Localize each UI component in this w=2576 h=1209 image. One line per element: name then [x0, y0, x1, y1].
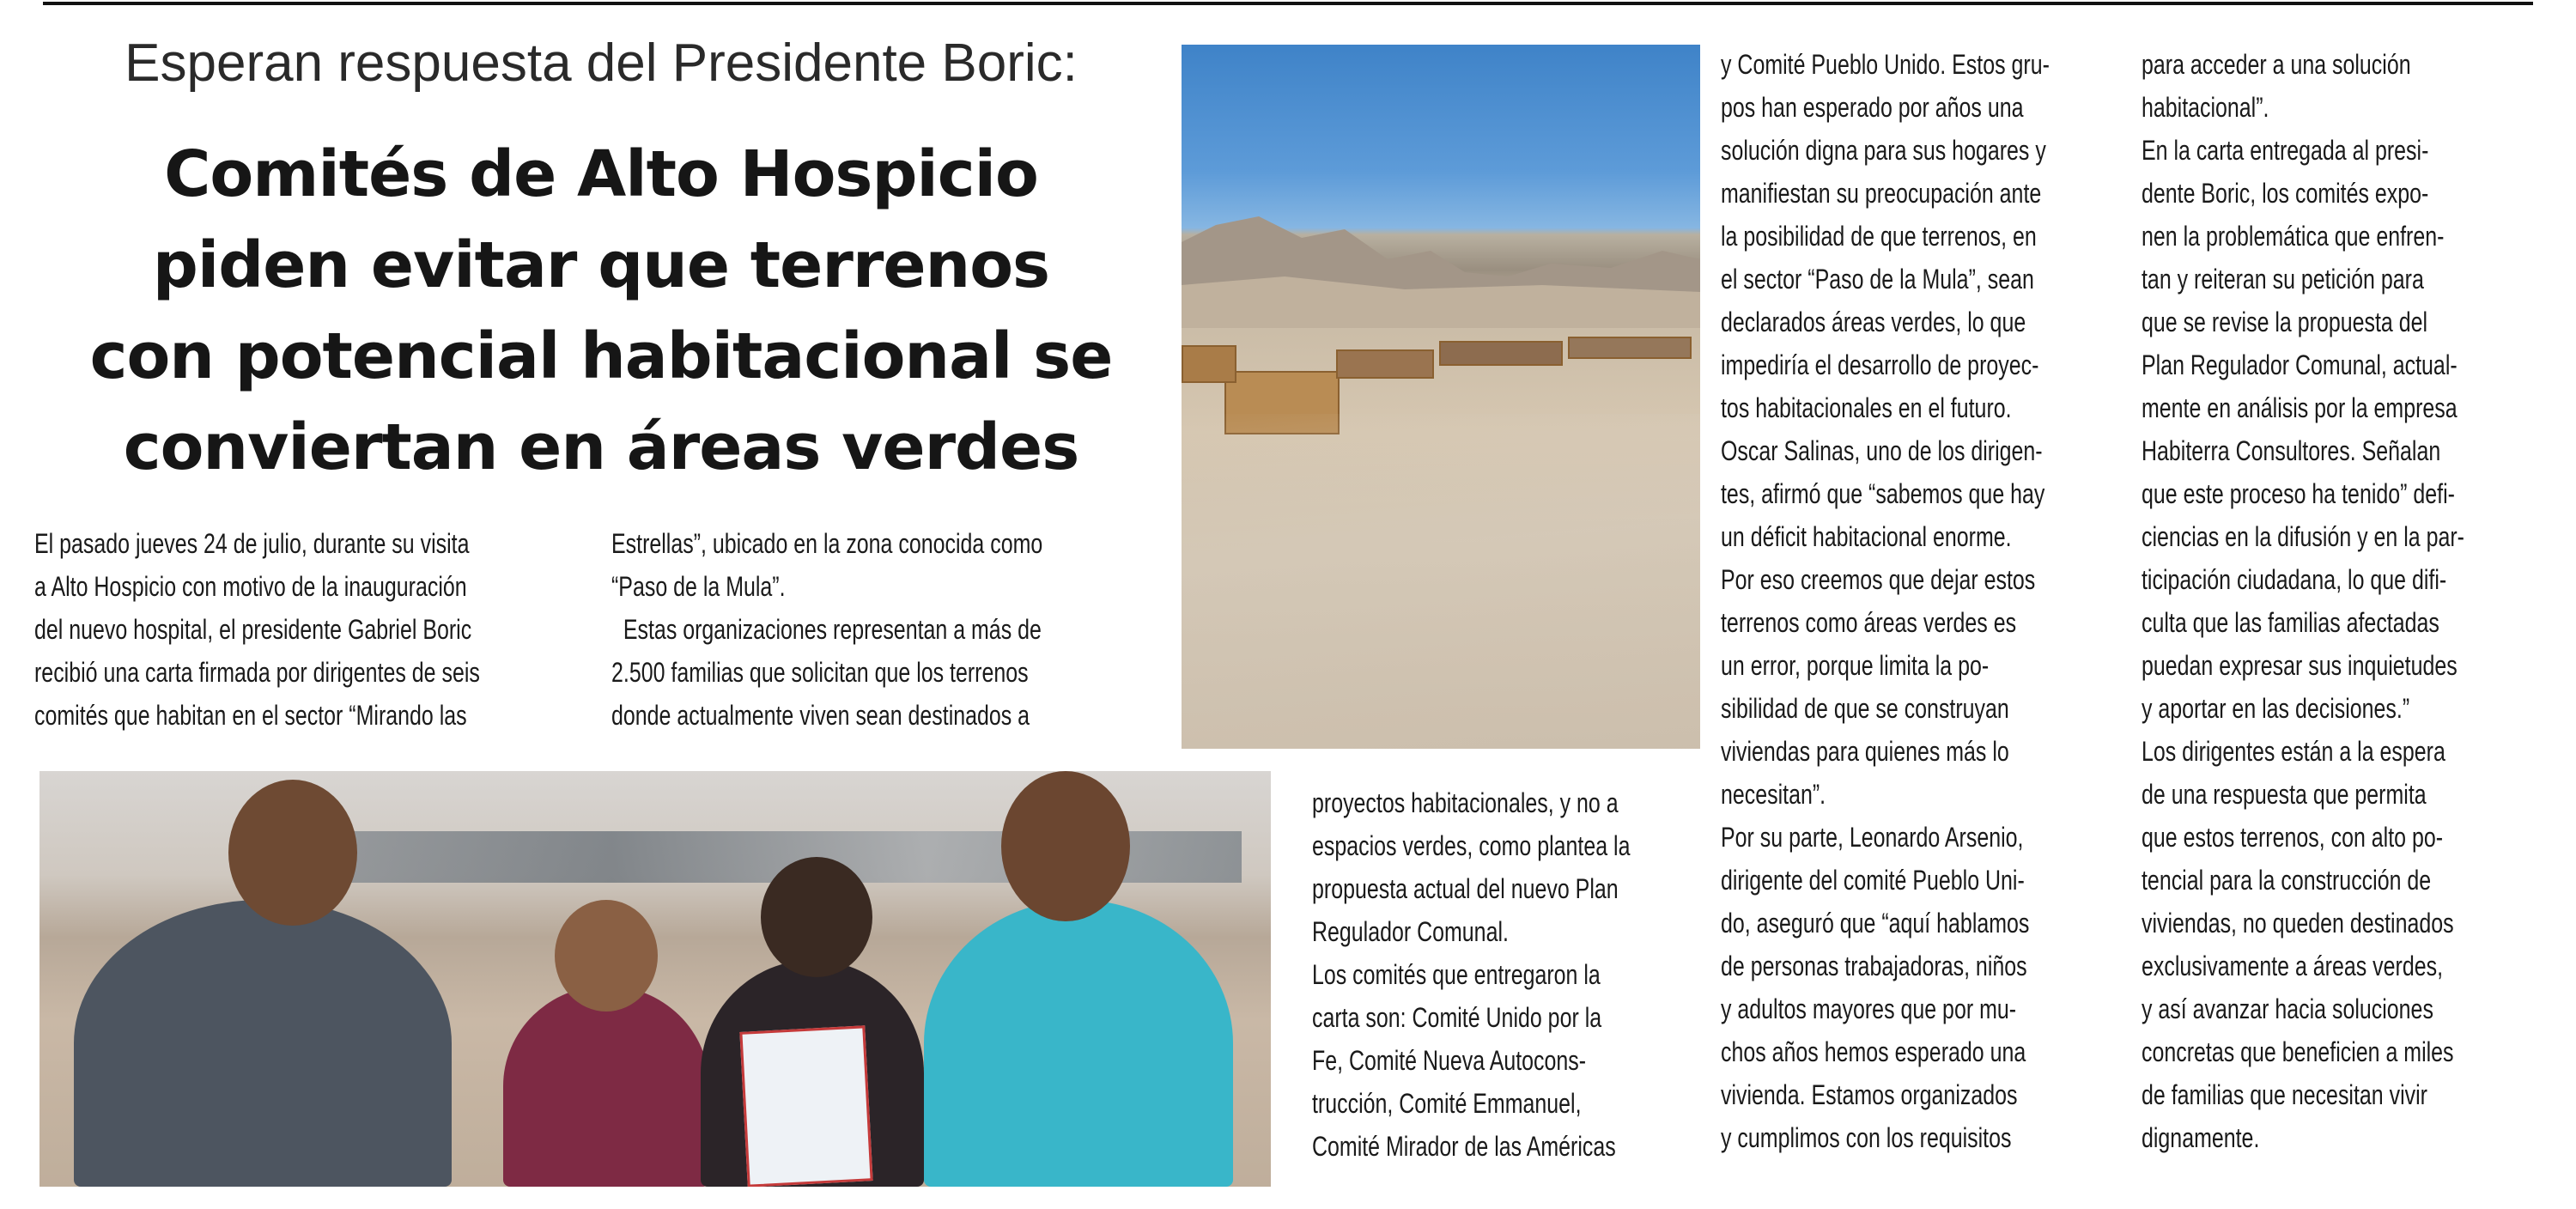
person-head — [1001, 771, 1130, 921]
text-line: proyectos habitacionales, y no a — [1312, 787, 1619, 818]
article-column-4 — [1721, 43, 2050, 1159]
text-line: Por eso creemos que dejar estos — [1721, 564, 2036, 595]
text-line: manifiestan su preocupación ante — [1721, 178, 2042, 209]
house-shape — [1439, 341, 1563, 366]
text-line: mente en análisis por la empresa — [2142, 392, 2458, 423]
text-line: pos han esperado por años una — [1721, 92, 2024, 123]
letter-document — [739, 1025, 872, 1187]
article-column-2 — [611, 522, 1042, 737]
article-column-5 — [2142, 43, 2464, 1159]
text-line: viviendas, no queden destinados — [2142, 908, 2454, 939]
text-line: y así avanzar hacia soluciones — [2142, 993, 2433, 1024]
text-line: necesitan”. — [1721, 779, 1826, 810]
headline — [34, 129, 1168, 493]
text-line: y Comité Pueblo Unido. Estos gru- — [1721, 49, 2050, 80]
text-line: un error, porque limita la po- — [1721, 650, 1990, 681]
text-line: Por su parte, Leonardo Arsenio, — [1721, 822, 2024, 853]
text-line: dirigente del comité Pueblo Uni- — [1721, 865, 2025, 896]
person-figure — [503, 986, 709, 1187]
text-line: declarados áreas verdes, lo que — [1721, 307, 2026, 337]
text-line: que estos terrenos, con alto po- — [2142, 822, 2444, 853]
house-shape — [1182, 345, 1236, 383]
text-line: tan y reiteran su petición para — [2142, 264, 2424, 295]
text-line: de personas trabajadoras, niños — [1721, 951, 2027, 981]
text-line: nen la problemática que enfren- — [2142, 221, 2445, 252]
headline-line: piden evitar que terrenos — [152, 228, 1050, 302]
text-line: culta que las familias afectadas — [2142, 607, 2439, 638]
text-line: Comité Mirador de las Américas — [1312, 1131, 1616, 1162]
text-line: recibió una carta firmada por dirigentes de seis — [34, 657, 480, 688]
person-head — [555, 900, 658, 1012]
text-line: dignamente. — [2142, 1122, 2260, 1153]
person-head — [761, 857, 872, 977]
text-line: y aportar en las decisiones.” — [2142, 693, 2410, 724]
text-line: carta son: Comité Unido por la — [1312, 1002, 1602, 1033]
text-line: y adultos mayores que por mu- — [1721, 993, 2017, 1024]
text-line: que este proceso ha tenido” defi- — [2142, 478, 2455, 509]
text-line: Regulador Comunal. — [1312, 916, 1509, 947]
text-line: a Alto Hospicio con motivo de la inauguración — [34, 571, 467, 602]
text-line: En la carta entregada al presi- — [2142, 135, 2429, 166]
text-line: “Paso de la Mula”. — [611, 571, 786, 602]
text-line: un déficit habitacional enorme. — [1721, 521, 2012, 552]
text-line: terrenos como áreas verdes es — [1721, 607, 2017, 638]
text-line: do, aseguró que “aquí hablamos — [1721, 908, 2030, 939]
kicker: Esperan respuesta del Presidente Boric: — [125, 33, 1078, 93]
text-line: El pasado jueves 24 de julio, durante su visita — [34, 528, 470, 559]
text-line: Habiterra Consultores. Señalan — [2142, 435, 2441, 466]
person-figure — [74, 900, 452, 1187]
headline-line: Comités de Alto Hospicio — [164, 137, 1038, 211]
text-line: 2.500 familias que solicitan que los terrenos — [611, 657, 1029, 688]
top-rule — [43, 2, 2533, 5]
people-photo — [39, 771, 1271, 1187]
text-line: Plan Regulador Comunal, actual- — [2142, 349, 2458, 380]
text-line: Estrellas”, ubicado en la zona conocida como — [611, 528, 1043, 559]
text-line: tos habitacionales en el futuro. — [1721, 392, 2012, 423]
person-head — [228, 780, 357, 926]
ground-area — [1182, 414, 1700, 749]
text-line: exclusivamente a áreas verdes, — [2142, 951, 2443, 981]
text-line: propuesta actual del nuevo Plan — [1312, 873, 1619, 904]
text-line: puedan expresar sus inquietudes — [2142, 650, 2458, 681]
house-shape — [1336, 349, 1434, 379]
text-line: dente Boric, los comités expo- — [2142, 178, 2429, 209]
text-line: espacios verdes, como plantea la — [1312, 830, 1631, 861]
text-line: comités que habitan en el sector “Mirando las — [34, 700, 467, 731]
text-line: concretas que beneficien a miles — [2142, 1036, 2454, 1067]
text-line: sibilidad de que se construyan — [1721, 693, 2009, 724]
text-line: impediría el desarrollo de proyec- — [1721, 349, 2039, 380]
text-line: el sector “Paso de la Mula”, sean — [1721, 264, 2034, 295]
mountain-silhouette — [1182, 191, 1700, 328]
text-line: para acceder a una solución — [2142, 49, 2411, 80]
text-line: de una respuesta que permita — [2142, 779, 2427, 810]
headline-line: con potencial habitacional se — [89, 319, 1113, 393]
text-line: Fe, Comité Nueva Autocons- — [1312, 1045, 1587, 1076]
landscape-photo — [1182, 45, 1700, 749]
text-line: ticipación ciudadana, lo que difi- — [2142, 564, 2447, 595]
text-line: Los dirigentes están a la espera — [2142, 736, 2445, 767]
text-line: Estas organizaciones representan a más de — [611, 614, 1042, 645]
text-line: Oscar Salinas, uno de los dirigen- — [1721, 435, 2043, 466]
house-shape — [1568, 337, 1692, 359]
text-line: la posibilidad de que terrenos, en — [1721, 221, 2037, 252]
text-line: de familias que necesitan vivir — [2142, 1079, 2427, 1110]
text-line: y cumplimos con los requisitos — [1721, 1122, 2012, 1153]
text-line: Los comités que entregaron la — [1312, 959, 1601, 990]
text-line: del nuevo hospital, el presidente Gabriel Boric — [34, 614, 472, 645]
text-line: ciencias en la difusión y en la par- — [2142, 521, 2464, 552]
text-line: vivienda. Estamos organizados — [1721, 1079, 2018, 1110]
text-line: chos años hemos esperado una — [1721, 1036, 2026, 1067]
article-column-3 — [1312, 781, 1630, 1168]
person-figure — [924, 900, 1233, 1187]
text-line: que se revise la propuesta del — [2142, 307, 2428, 337]
headline-line: conviertan en áreas verdes — [123, 410, 1079, 484]
text-line: tencial para la construcción de — [2142, 865, 2432, 896]
text-line: viviendas para quienes más lo — [1721, 736, 2009, 767]
text-line: solución digna para sus hogares y — [1721, 135, 2046, 166]
text-line: donde actualmente viven sean destinados a — [611, 700, 1030, 731]
article-column-1 — [34, 522, 480, 737]
text-line: habitacional”. — [2142, 92, 2269, 123]
text-line: trucción, Comité Emmanuel, — [1312, 1088, 1582, 1119]
text-line: tes, afirmó que “sabemos que hay — [1721, 478, 2045, 509]
